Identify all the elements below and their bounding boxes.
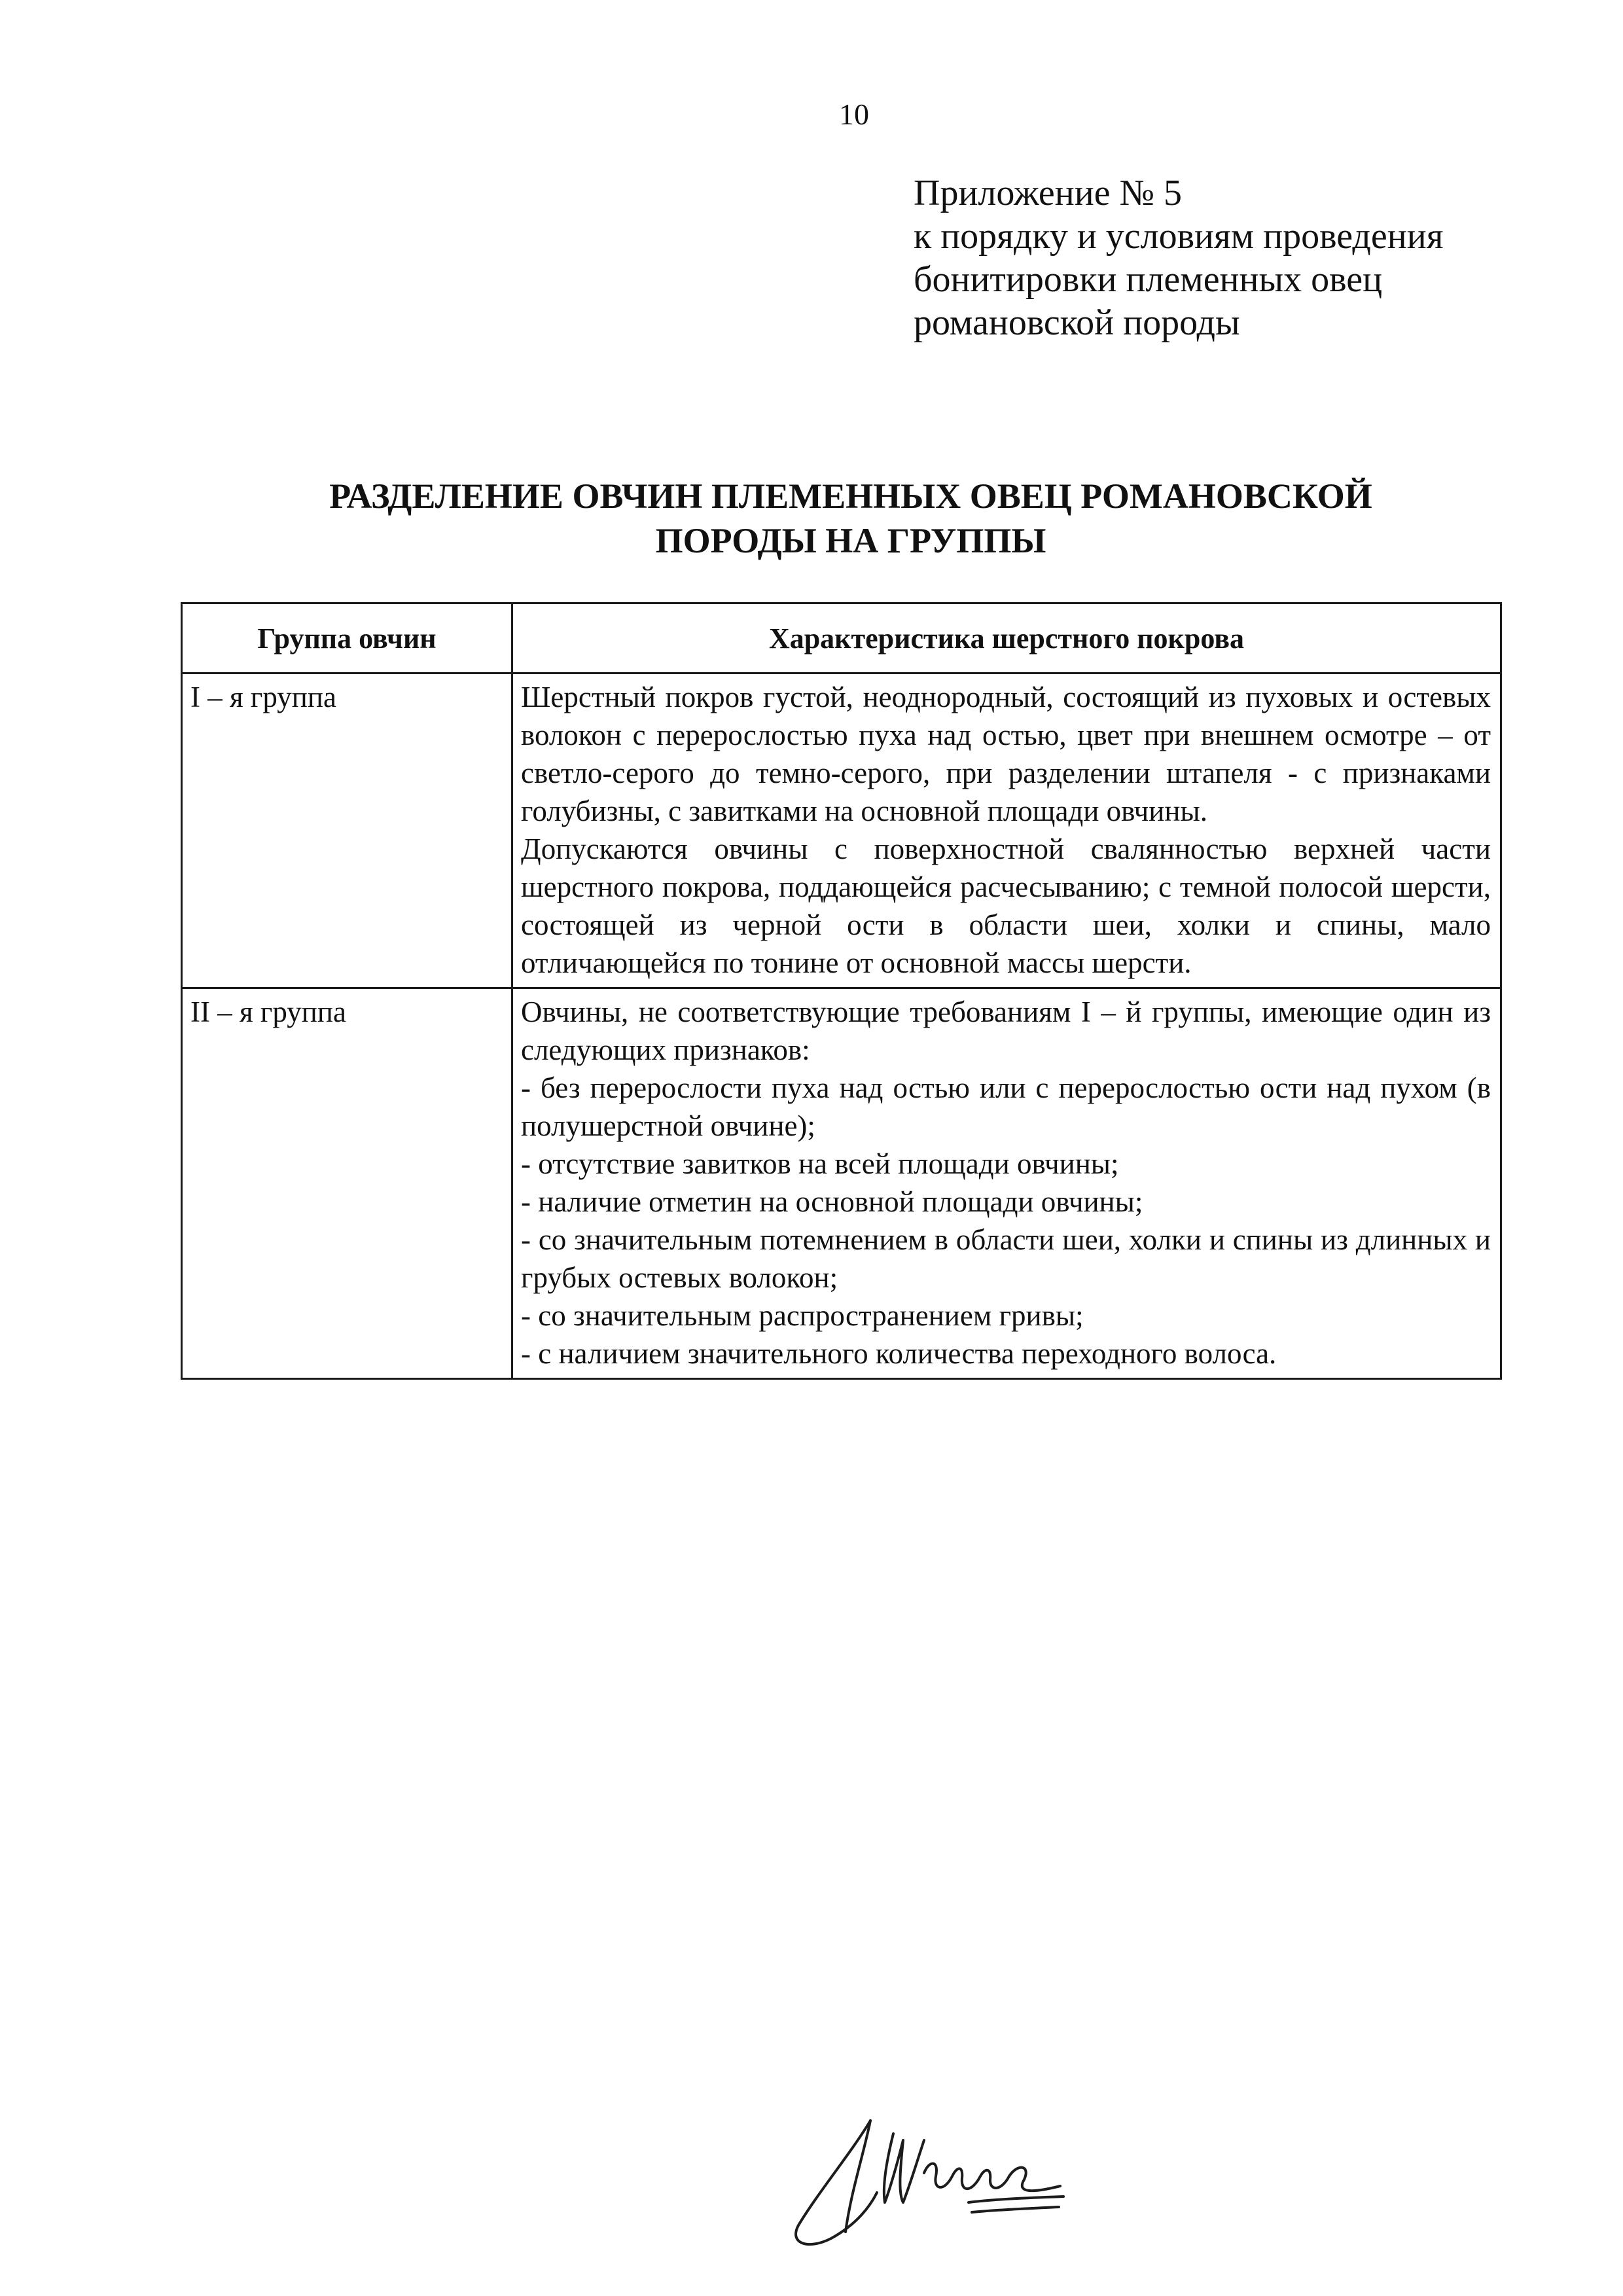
- document-title-line: ПОРОДЫ НА ГРУППЫ: [655, 521, 1046, 560]
- description-item: - отсутствие завитков на всей площади овчины;: [521, 1147, 1119, 1180]
- table-row: [182, 988, 1501, 1379]
- description-item: - со значительным потемнением в области шеи, холки и спины из длинных и грубых остевых волокон;: [521, 1223, 1491, 1294]
- table-header-row: [182, 603, 1501, 673]
- appendix-line: бонитировки племенных овец: [914, 259, 1383, 300]
- description-item: - без перерослости пуха над остью или с перерослостью ости над пухом (в полушерстной овчине);: [521, 1071, 1491, 1142]
- appendix-note: [914, 171, 1443, 344]
- description-paragraph: Шерстный покров густой, неоднородный, состоящий из пуховых и остевых волокон с перерослостью пуха над остью, цвет при внешнем осмотре – от светло-серого до темно-серого, при разделении штапеля - с признаками голубизны, с завитками на основной площади овчины.: [521, 681, 1491, 827]
- sheepskin-groups-table: [181, 602, 1502, 1380]
- appendix-line: романовской породы: [914, 302, 1240, 343]
- header-characteristic: Характеристика шерстного покрова: [512, 603, 1501, 673]
- appendix-line: к порядку и условиям проведения: [914, 216, 1444, 257]
- group-description-cell: [512, 988, 1501, 1379]
- header-group: Группа овчин: [182, 603, 512, 673]
- description-item: - наличие отметин на основной площади овчины;: [521, 1185, 1143, 1218]
- group-description-cell: [512, 673, 1501, 988]
- page-number: 10: [839, 98, 869, 131]
- description-paragraph: Допускаются овчины с поверхностной свалянностью верхней части шерстного покрова, поддающейся расчесыванию; с темной полосой шерсти, состоящей из черной ости в области шеи, холки и спины, мало отличающейся по тонине от основной массы шерсти.: [521, 833, 1491, 979]
- group-name-cell: I – я группа: [182, 673, 512, 988]
- document-title-line: РАЗДЕЛЕНИЕ ОВЧИН ПЛЕМЕННЫХ ОВЕЦ РОМАНОВСКОЙ: [329, 476, 1372, 516]
- group-name-cell: II – я группа: [182, 988, 512, 1379]
- description-item: - со значительным распространением гривы;: [521, 1299, 1084, 1332]
- document-title: [131, 474, 1571, 563]
- appendix-line: Приложение № 5: [914, 173, 1182, 213]
- handwritten-signature: [772, 2094, 1086, 2258]
- description-item: - с наличием значительного количества переходного волоса.: [521, 1337, 1277, 1370]
- table-row: [182, 673, 1501, 988]
- description-paragraph: Овчины, не соответствующие требованиям I – й группы, имеющие один из следующих признаков:: [521, 996, 1491, 1066]
